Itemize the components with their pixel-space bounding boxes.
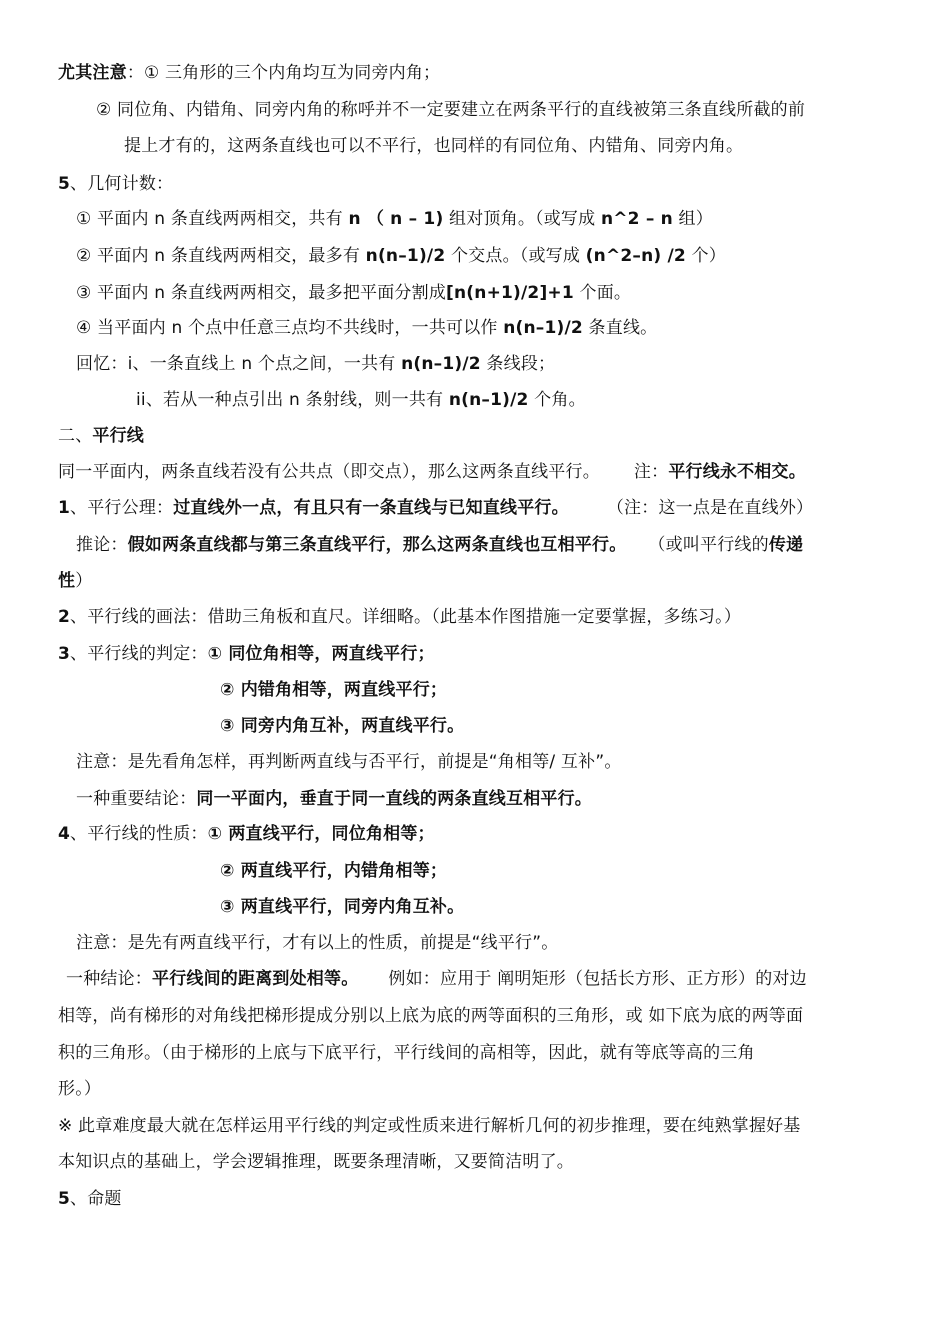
note-line-3: 提上才有的，这两条直线也可以不平行，也同样的有同位角、内错角、同旁内角。 <box>124 136 744 156</box>
count-item-2: ② 平面内 n 条直线两两相交，最多有 n(n–1)/2 个交点。（或写成 (n^2–n) /2 个） <box>76 246 726 266</box>
count-item-3: ③ 平面内 n 条直线两两相交，最多把平面分割成[n(n+1)/2]+1 个面。 <box>76 283 632 303</box>
parallel-properties: 4、平行线的性质：① 两直线平行，同位角相等； <box>58 824 435 844</box>
remark-line-2: 本知识点的基础上，学会逻辑推理，既要条理清晰，又要简洁明了。 <box>58 1152 574 1172</box>
property-note: 注意：是先有两直线平行，才有以上的性质，前提是“线平行”。 <box>76 933 559 953</box>
judgement-note: 注意：是先看角怎样，再判断两直线与否平行，前提是“角相等/ 互补”。 <box>76 752 622 772</box>
property-item-3: ③ 两直线平行，同旁内角互补。 <box>220 897 465 917</box>
note-text-1: ：① 三角形的三个内角均互为同旁内角； <box>126 63 441 83</box>
parallel-axiom: 1、平行公理：过直线外一点，有且只有一条直线与已知直线平行。 （注：这一点是在直线外） <box>58 498 814 518</box>
parallel-corollary: 推论：假如两条直线都与第三条直线平行，那么这两条直线也互相平行。 （或叫平行线的传递 <box>76 535 804 555</box>
parallel-corollary-cont: 性） <box>58 571 93 591</box>
count-item-4: ④ 当平面内 n 个点中任意三点均不共线时，一共可以作 n(n–1)/2 条直线。 <box>76 318 658 338</box>
judgement-item-3: ③ 同旁内角互补，两直线平行。 <box>220 716 465 736</box>
count-item-1: ① 平面内 n 条直线两两相交，共有 n （ n – 1) 组对顶角。（或写成 n^2 – n 组） <box>76 209 713 229</box>
section-heading-geometry-count: 5、几何计数： <box>58 174 174 194</box>
note-line-1 <box>58 60 440 86</box>
conclusion-line-4: 形。） <box>58 1079 102 1099</box>
conclusion-line-3: 积的三角形。（由于梯形的上底与下底平行，平行线间的高相等，因此，就有等底等高的三角 <box>58 1043 755 1063</box>
section-heading-parallel: 二、平行线 <box>58 426 145 446</box>
recall-line-1: 回忆：i、一条直线上 n 个点之间，一共有 n(n–1)/2 条线段； <box>76 354 556 374</box>
conclusion-line-1: 一种结论：平行线间的距离到处相等。 例如：应用于 阐明矩形（包括长方形、正方形）的对边 <box>66 969 807 989</box>
important-conclusion: 一种重要结论：同一平面内，垂直于同一直线的两条直线互相平行。 <box>76 789 593 809</box>
note-title: 尤其注意 <box>58 63 127 83</box>
judgement-item-2: ② 内错角相等，两直线平行； <box>220 680 448 700</box>
note-line-2: ② 同位角、内错角、同旁内角的称呼并不一定要建立在两条平行的直线被第三条直线所截的前 <box>96 100 806 120</box>
remark-line-1: ※ 此章难度最大就在怎样运用平行线的判定或性质来进行解析几何的初步推理，要在纯熟掌握好基 <box>58 1116 801 1136</box>
parallel-definition: 同一平面内，两条直线若没有公共点（即交点），那么这两条直线平行。 注：平行线永不相交。 <box>58 462 806 482</box>
parallel-drawing: 2、平行线的画法：借助三角板和直尺。详细略。（此基本作图措施一定要掌握，多练习。） <box>58 607 742 627</box>
conclusion-line-2: 相等，尚有梯形的对角线把梯形提成分别以上底为底的两等面积的三角形，或 如下底为底的两等面 <box>58 1006 804 1026</box>
section-heading-proposition: 5、命题 <box>58 1189 122 1209</box>
recall-line-2: ii、若从一种点引出 n 条射线，则一共有 n(n–1)/2 个角。 <box>136 390 586 410</box>
parallel-judgement: 3、平行线的判定：① 同位角相等，两直线平行； <box>58 644 435 664</box>
property-item-2: ② 两直线平行，内错角相等； <box>220 861 448 881</box>
